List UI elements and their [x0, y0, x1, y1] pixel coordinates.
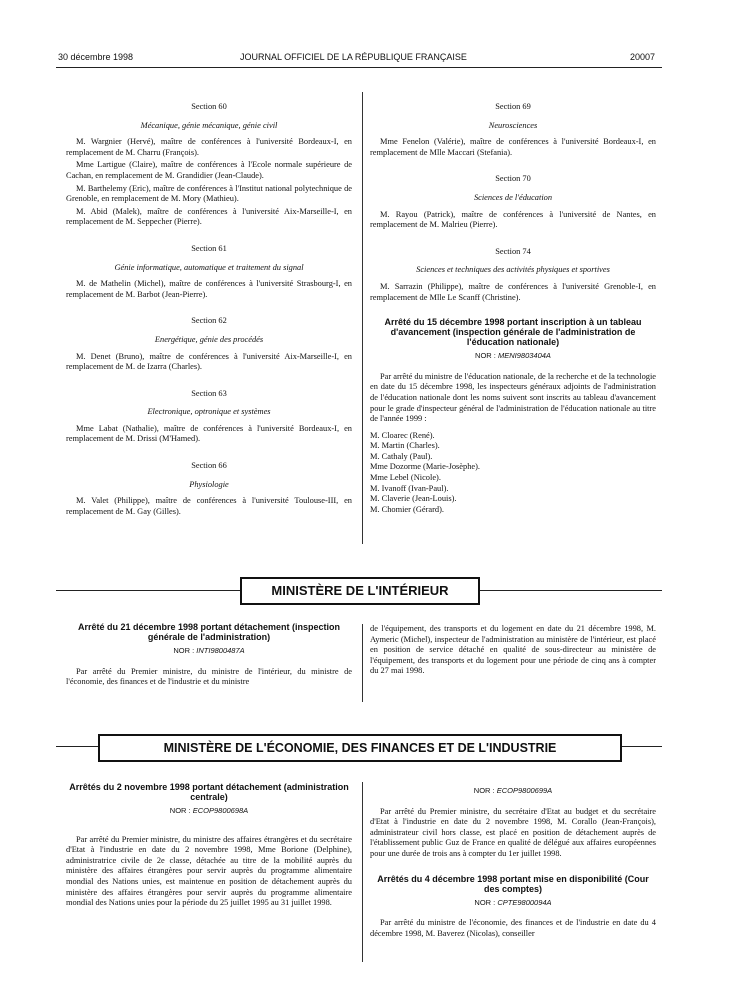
column-divider — [362, 782, 363, 962]
paragraph: Mme Lartigue (Claire), maître de conférences à l'Ecole normale supérieure de Cachan, en remplacement de M. Grandidier (Jean-Claude). — [66, 160, 352, 180]
paragraph: de l'équipement, des transports et du logement en date du 21 décembre 1998, M. Aymeric (Michel), inspecteur de l'administration au ministère de l'intérieur, est placé en position de service détaché en qualité de sous-directeur au ministère de l'équipement, des transports et du logement pour une période de cinq ans à compter du 27 mai 1998. — [370, 624, 656, 676]
economie-left — [66, 782, 352, 911]
list-item: Mme Dozorme (Marie-Josèphe). — [370, 462, 480, 472]
interieur-right — [370, 624, 656, 679]
nor-label: NOR : — [169, 806, 191, 815]
section-subtitle: Neurosciences — [488, 120, 538, 130]
section-title: Section 61 — [191, 243, 227, 253]
paragraph: Mme Labat (Nathalie), maître de conférences à l'université Bordeaux-I, en remplacement de M. Drissi (M'Hamed). — [66, 423, 352, 444]
paragraph: M. Barthelemy (Eric), maître de conférences à l'Institut national polytechnique de Grenoble, en remplacement de M. Mory (Mathieu). — [66, 183, 352, 204]
decree-title: Arrêtés du 4 décembre 1998 portant mise en disponibilité (Cour des comptes) — [377, 873, 649, 894]
section-title: Section 74 — [495, 246, 531, 256]
paragraph: Par arrêté du Premier ministre, du secrétaire d'Etat au budget et du secrétaire d'Etat à l'industrie en date du 2 novembre 1998, M. Corallo (Jean-François), administrateur civil hors classe, est placé en position de détachement auprès de l'établissement public Guz de France en qualité de délégué aux affaires européennes pour une durée de trois ans à compter du 1er juillet 1998. — [370, 806, 656, 858]
section-subtitle: Sciences de l'éducation — [473, 192, 553, 202]
decree-title: Arrêté du 21 décembre 1998 portant détachement (inspection générale de l'administration) — [77, 622, 341, 642]
list-item: M. Chomier (Gérard). — [370, 504, 444, 514]
paragraph: M. Sarrazin (Philippe), maître de conférences à l'université Grenoble-I, en remplacement de Mlle Le Scanff (Christine). — [370, 281, 656, 302]
section-subtitle: Génie informatique, automatique et traitement du signal — [114, 262, 304, 272]
right-column — [370, 92, 656, 515]
section-subtitle: Physiologie — [189, 479, 229, 489]
header-date: 30 décembre 1998 — [58, 52, 134, 62]
nor-reference — [66, 806, 352, 817]
section-subtitle: Electronique, optronique et systèmes — [147, 407, 271, 417]
section-title: Section 60 — [191, 102, 227, 111]
list-item: M. Cathaly (Paul). — [370, 451, 433, 461]
section-subtitle: Sciences et techniques des activités physiques et sportives — [416, 265, 610, 275]
nor-reference — [370, 786, 656, 797]
interieur-left — [66, 622, 352, 690]
paragraph: M. de Mathelin (Michel), maître de conférences à l'université Strasbourg-I, en remplacement de M. Barbot (Jean-Pierre). — [66, 279, 352, 299]
page-number: 20007 — [630, 52, 656, 62]
section-subtitle: Energétique, génie des procédés — [154, 334, 264, 344]
nor-code: ECOP9800699A — [496, 786, 553, 795]
list-item: M. Ivanoff (Ivan-Paul). — [370, 483, 449, 493]
nor-label: NOR : — [473, 786, 495, 795]
names-list — [370, 431, 656, 516]
section-title: Section 70 — [495, 174, 531, 184]
nor-code: ECOP9800698A — [192, 806, 249, 815]
section-title: Section 69 — [495, 102, 531, 111]
header-rule — [56, 67, 662, 68]
section-title: Section 66 — [191, 461, 227, 471]
nor-reference — [66, 646, 352, 657]
nor-reference — [370, 351, 656, 362]
column-divider — [362, 92, 363, 544]
nor-code: INTI9800487A — [196, 646, 245, 655]
list-item: M. Claverie (Jean-Louis). — [370, 494, 457, 504]
paragraph: M. Denet (Bruno), maître de conférences à l'université Aix-Marseille-I, en remplacement de M. de Izarra (Charles). — [66, 351, 352, 372]
nor-label: NOR : — [475, 351, 496, 361]
decree-title: Arrêté du 15 décembre 1998 portant inscription à un tableau d'avancement (inspection générale de l'administration de l'éducation nationale) — [384, 317, 642, 348]
ministry-banner-interieur: MINISTÈRE DE L'INTÉRIEUR — [240, 577, 480, 605]
paragraph: Par arrêté du Premier ministre, du ministre de l'intérieur, du ministre de l'économie, des finances et de l'industrie et du ministre — [66, 666, 352, 687]
section-title: Section 62 — [191, 316, 227, 326]
nor-code: CPTE9800094A — [497, 897, 552, 907]
paragraph: M. Rayou (Patrick), maître de conférences à l'université de Nantes, en remplacement de M. Malrieu (Pierre). — [370, 209, 656, 230]
paragraph: M. Abid (Malek), maître de conférences à l'université Aix-Marseille-I, en remplacement de M. Seppecher (Pierre). — [66, 206, 352, 227]
paragraph: M. Wargnier (Hervé), maître de conférences à l'université Bordeaux-I, en remplacement de M. Charru (François). — [66, 137, 352, 157]
list-item: Mme Lebel (Nicole). — [370, 473, 441, 483]
paragraph: Mme Fenelon (Valérie), maître de conférences à l'université Bordeaux-I, en remplacement de Mlle Maccari (Stefania). — [370, 137, 656, 157]
nor-reference — [370, 898, 656, 909]
section-title: Section 63 — [191, 388, 227, 398]
paragraph: M. Valet (Philippe), maître de conférences à l'université Toulouse-III, en remplacement de M. Gay (Gilles). — [66, 496, 352, 516]
nor-code: MENI9803404A — [497, 351, 551, 361]
nor-label: NOR : — [474, 897, 496, 907]
paragraph: Par arrêté du ministre de l'éducation nationale, de la recherche et de la technologie en date du 15 décembre 1998, les inspecteurs généraux adjoints de l'administration de l'éducation nationale dont les noms suivent sont inscrits au tableau d'avancement pour le grade d'inspecteur général de l'administration de l'éducation nationale au titre de l'année 1999 : — [370, 371, 656, 424]
economie-right — [370, 784, 656, 941]
paragraph: Par arrêté du Premier ministre, du ministre des affaires étrangères et du secrétaire d'Etat à l'industrie en date du 2 novembre 1998, Mme Borione (Delphine), administratrice civile de 2e classe, détachée au titre de la mobilité auprès du ministère des affaires étrangères pour servir auprès du programme alimentaire mondial des Nations unies, est maintenue en position de détachement auprès du ministère des affaires étrangères pour servir auprès du programme alimentaire mondial des Nations unies pour la période du 25 juillet 1995 au 31 juillet 1998. — [66, 834, 352, 908]
ministry-banner-economie: MINISTÈRE DE L'ÉCONOMIE, DES FINANCES ET DE L'INDUSTRIE — [98, 734, 622, 762]
list-item: M. Cloarec (René). — [370, 430, 435, 440]
paragraph: Par arrêté du ministre de l'économie, des finances et de l'industrie en date du 4 décembre 1998, M. Baverez (Nicolas), conseiller — [370, 918, 656, 938]
left-column — [66, 92, 352, 519]
nor-label: NOR : — [173, 646, 195, 655]
journal-title: JOURNAL OFFICIEL DE LA RÉPUBLIQUE FRANÇAISE — [240, 52, 467, 62]
decree-title: Arrêtés du 2 novembre 1998 portant détachement (administration centrale) — [69, 782, 349, 802]
section-subtitle: Mécanique, génie mécanique, génie civil — [140, 120, 278, 130]
column-divider — [362, 624, 363, 702]
list-item: M. Martin (Charles). — [370, 441, 440, 451]
